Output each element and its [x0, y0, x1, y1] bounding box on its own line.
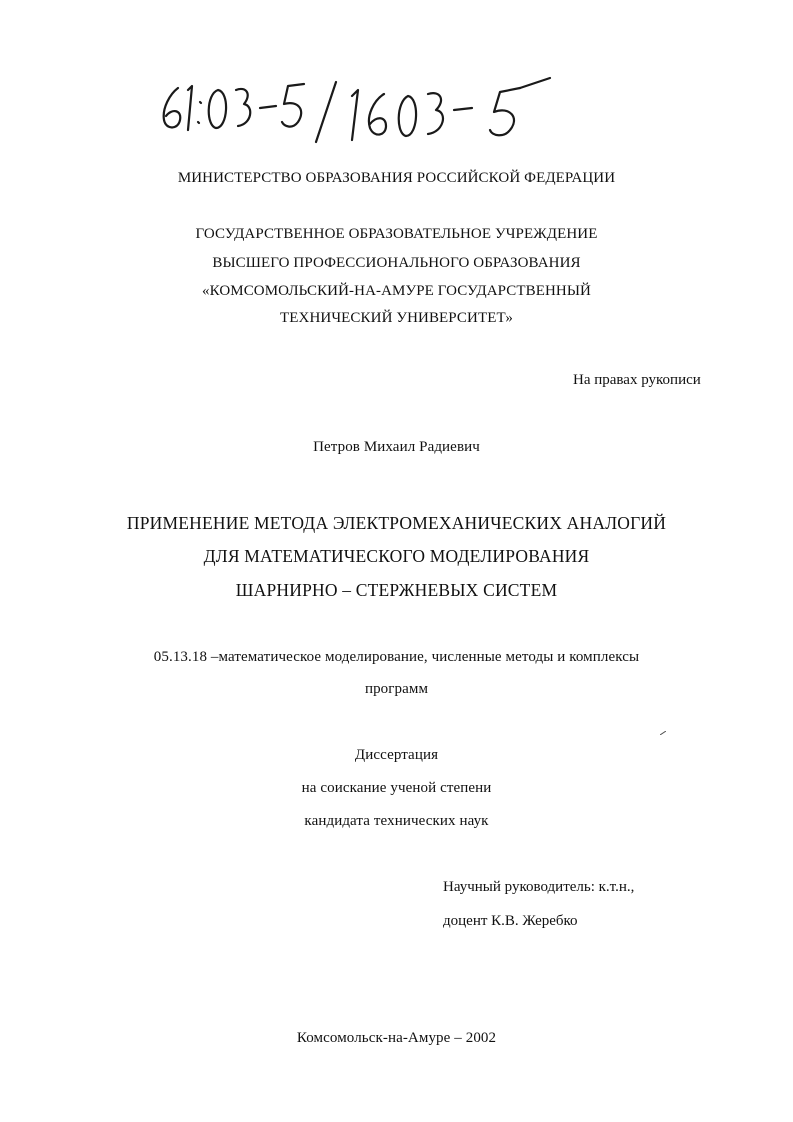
specialty-line-1: 05.13.18 –математическое моделирование, численные методы и комплексы: [153, 649, 640, 665]
city-year: Комсомольск-на-Амуре – 2002: [296, 1030, 497, 1046]
author-name: Петров Михаил Радиевич: [313, 439, 480, 455]
institution-line-2: ВЫСШЕГО ПРОФЕССИОНАЛЬНОГО ОБРАЗОВАНИЯ: [212, 255, 581, 271]
degree-line-3: кандидата технических наук: [304, 813, 489, 829]
supervisor-line-2: доцент К.В. Жеребко: [443, 913, 578, 929]
handwritten-archive-code: [148, 60, 568, 150]
scan-speck: [660, 722, 666, 726]
institution-line-4: ТЕХНИЧЕСКИЙ УНИВЕРСИТЕТ»: [280, 310, 513, 326]
dissertation-title-line-3: ШАРНИРНО – СТЕРЖНЕВЫХ СИСТЕМ: [235, 580, 558, 600]
dissertation-title-line-1: ПРИМЕНЕНИЕ МЕТОДА ЭЛЕКТРОМЕХАНИЧЕСКИХ АНАЛОГИЙ: [126, 513, 667, 533]
institution-line-1: ГОСУДАРСТВЕННОЕ ОБРАЗОВАТЕЛЬНОЕ УЧРЕЖДЕНИЕ: [195, 226, 598, 242]
manuscript-note: На правах рукописи: [573, 372, 701, 388]
ministry-name: МИНИСТЕРСТВО ОБРАЗОВАНИЯ РОССИЙСКОЙ ФЕДЕРАЦИИ: [177, 170, 616, 186]
supervisor-line-1: Научный руководитель: к.т.н.,: [443, 879, 635, 895]
specialty-line-2: программ: [364, 681, 429, 697]
dissertation-title-line-2: ДЛЯ МАТЕМАТИЧЕСКОГО МОДЕЛИРОВАНИЯ: [203, 546, 590, 566]
degree-line-2: на соискание ученой степени: [301, 780, 492, 796]
institution-line-3: «КОМСОМОЛЬСКИЙ-НА-АМУРЕ ГОСУДАРСТВЕННЫЙ: [202, 283, 591, 299]
degree-line-1: Диссертация: [354, 747, 439, 763]
